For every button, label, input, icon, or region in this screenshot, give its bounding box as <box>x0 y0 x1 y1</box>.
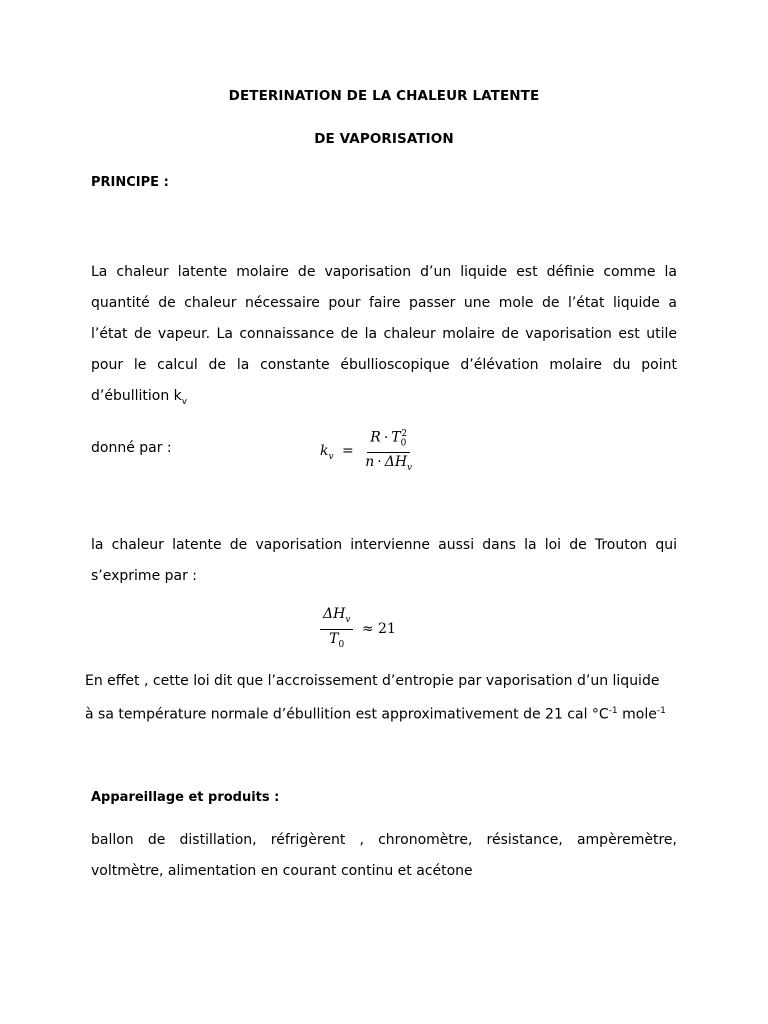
document-title-line1: DETERINATION DE LA CHALEUR LATENTE <box>228 88 540 104</box>
en-effet-line2 <box>85 706 685 723</box>
en-effet-mole: mole <box>617 706 657 723</box>
formula-trouton-approx: ≈ 21 <box>361 621 396 638</box>
kv-subscript: v <box>181 396 188 407</box>
formula-kv-eq: = <box>342 443 354 460</box>
formula-kv-numerator <box>367 426 410 453</box>
formula-trouton-T: T <box>329 630 339 647</box>
donne-par-label: donné par : <box>91 440 172 456</box>
paragraph-line: pour le calcul de la constante ébullioscopique d’élévation molaire du point <box>91 357 677 373</box>
paragraph-line: La chaleur latente molaire de vaporisation d’un liquide est définie comme la <box>91 264 677 280</box>
formula-kv-dot: · <box>383 429 389 446</box>
formula-kv-deltaH: ΔH <box>384 454 408 471</box>
paragraph-line: quantité de chaleur nécessaire pour faire passer une mole de l’état liquide a <box>91 295 677 311</box>
formula-kv-denominator <box>362 453 415 476</box>
formula-kv-fraction <box>362 426 415 476</box>
formula-kv-R: R <box>370 429 381 446</box>
formula-kv-lhs-sub: v <box>328 451 334 462</box>
appareillage-line: ballon de distillation, réfrigèrent , chronomètre, résistance, ampèremètre, <box>91 832 677 848</box>
formula-trouton-deltaH: ΔH <box>323 606 346 622</box>
formula-trouton-denominator <box>326 630 347 653</box>
en-effet-line2-text: à sa température normale d’ébullition est approximativement de 21 cal °C <box>85 706 609 723</box>
formula-trouton-fraction <box>320 606 353 653</box>
paragraph-line: l’état de vapeur. La connaissance de la chaleur molaire de vaporisation est utile <box>91 326 677 342</box>
trouton-line: s’exprime par : <box>91 568 198 584</box>
formula-kv-dot2: · <box>377 454 382 471</box>
formula-kv <box>320 426 415 476</box>
formula-kv-lhs: k <box>320 443 329 460</box>
appareillage-heading: Appareillage et produits : <box>91 790 280 805</box>
en-effet-sup2: -1 <box>656 706 666 716</box>
paragraph-line-text: d’ébullition k <box>91 388 182 404</box>
appareillage-line: voltmètre, alimentation en courant continu et acétone <box>91 863 473 879</box>
formula-trouton-num-sub: v <box>345 614 351 625</box>
trouton-line: la chaleur latente de vaporisation intervienne aussi dans la loi de Trouton qui <box>91 537 677 553</box>
formula-kv-T: T <box>391 429 401 446</box>
appareillage-paragraph <box>91 825 677 887</box>
formula-kv-T-sub: 0 <box>400 438 407 449</box>
en-effet-line1: En effet , cette loi dit que l’accroissement d’entropie par vaporisation d’un liquide <box>85 673 660 689</box>
principe-heading: PRINCIPE : <box>91 175 169 190</box>
formula-trouton-numerator <box>320 606 353 630</box>
formula-kv-T-sup: 2 <box>401 429 408 439</box>
trouton-paragraph <box>91 530 677 592</box>
document-title-line2: DE VAPORISATION <box>314 131 454 147</box>
paragraph-line-last <box>91 381 677 418</box>
formula-trouton-den-sub: 0 <box>338 639 345 650</box>
formula-kv-deltaH-sub: v <box>407 463 413 474</box>
principe-paragraph <box>91 257 677 418</box>
en-effet-sup1: -1 <box>608 706 618 716</box>
formula-trouton <box>320 606 396 653</box>
formula-kv-n: n <box>365 454 375 471</box>
